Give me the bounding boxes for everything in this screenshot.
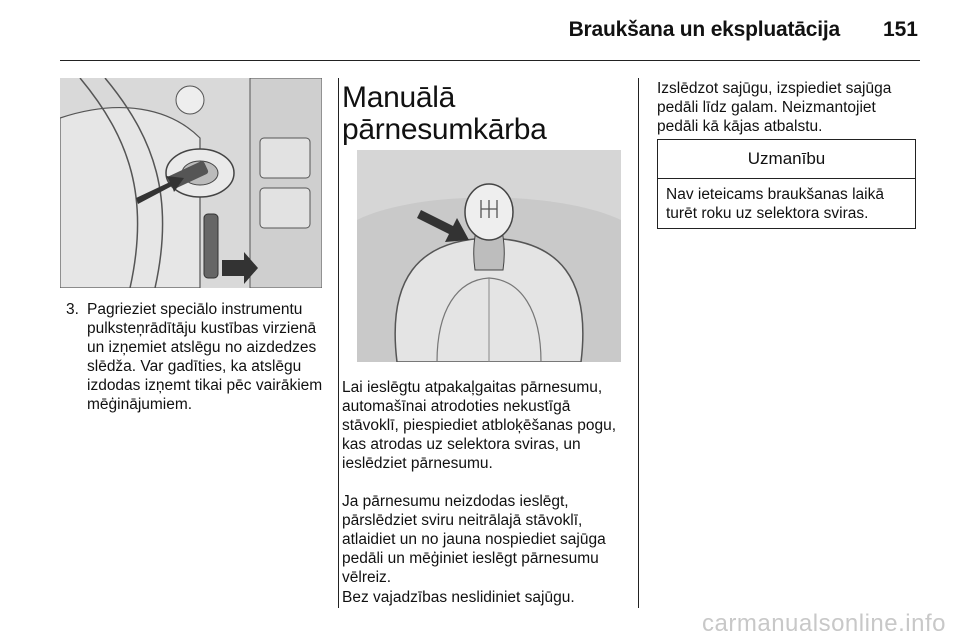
watermark: carmanualsonline.info <box>702 610 946 637</box>
clutch-paragraph: Izslēdzot sajūgu, izspiediet sajūga pedāli līdz galam. Neizmantojiet pedāli kā kājas atbalstu. <box>657 80 892 135</box>
caution-text: Nav ieteicams braukšanas laikā turēt roku uz selektora sviras. <box>666 186 884 222</box>
column-divider <box>338 78 339 608</box>
clutch-tip-paragraph: Bez vajadzības neslidiniet sajūgu. <box>342 589 575 606</box>
ignition-key-illustration <box>60 78 322 288</box>
step-text: Pagrieziet speciālo instrumentu pulksteņrādītāju kustības virzienā un izņemiet atslēgu no aizdedzes slēdža. Var gadīties, ka atslēgu izdodas izņemt tikai pēc vairākiem mēģinājumiem. <box>87 301 323 413</box>
chapter-title: Braukšana un ekspluatācija <box>568 18 840 41</box>
section-heading: Manuālā pārnesumkārba <box>342 81 547 146</box>
step-3 <box>66 300 328 414</box>
page-number: 151 <box>882 18 918 41</box>
gear-retry-paragraph: Ja pārnesumu neizdodas ieslēgt, pārslēdziet sviru neitrālajā stāvoklī, atlaidiet un no jauna nospiediet sajūga pedāli un mēģiniet ieslēgt pārnesumu vēlreiz. <box>342 493 606 586</box>
column-divider <box>638 78 639 608</box>
reverse-gear-paragraph: Lai ieslēgtu atpakaļgaitas pārnesumu, automašīnai atrodoties nekustīgā stāvoklī, piespiediet atbloķēšanas pogu, kas atrodas uz selektora sviras, un ieslēdziet pārnesumu. <box>342 379 617 472</box>
gear-lever-illustration <box>357 150 621 362</box>
step-number: 3. <box>66 301 79 318</box>
caution-title: Uzmanību <box>658 140 915 179</box>
caution-box <box>657 139 916 229</box>
page-header <box>60 0 920 61</box>
